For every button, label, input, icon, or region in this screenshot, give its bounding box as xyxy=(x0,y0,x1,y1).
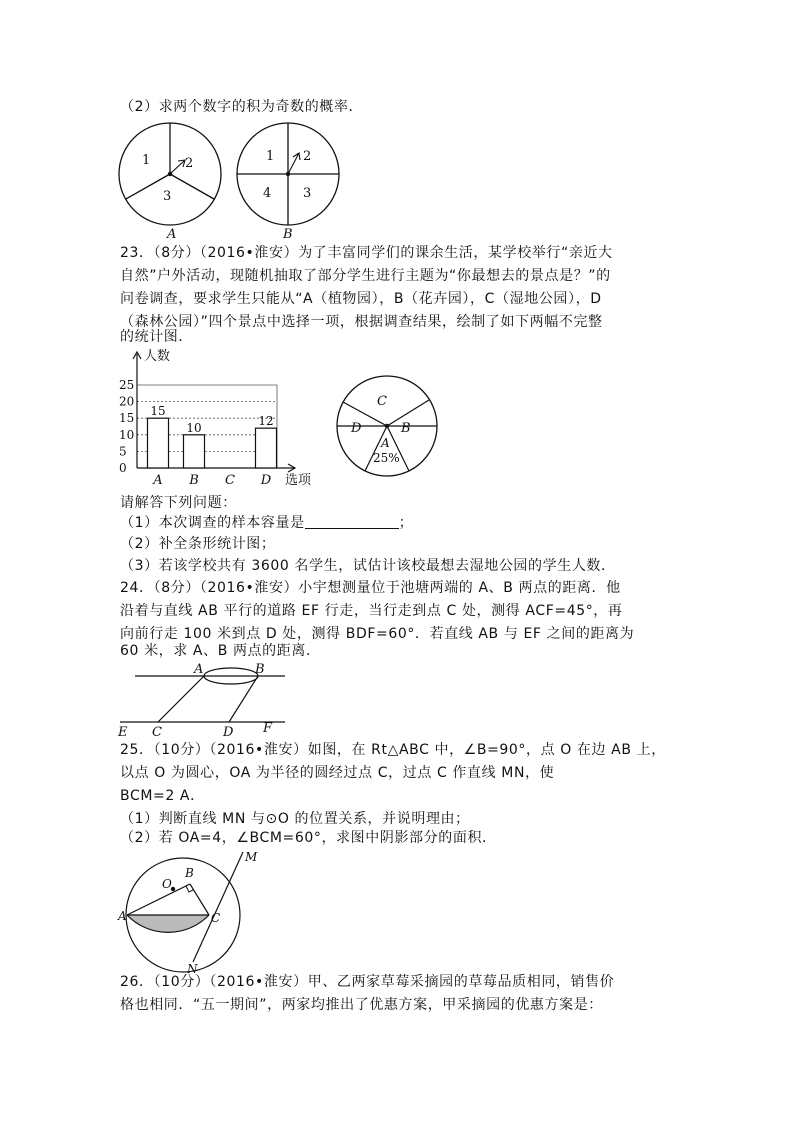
q23-line-1: 23．（8分）（2016•淮安）为了丰富同学们的课余生活，某学校举行“亲近大 xyxy=(120,245,613,261)
q22-part2: （2）求两个数字的积为奇数的概率． xyxy=(120,99,364,115)
q25-figure xyxy=(115,850,275,975)
bar-chart-ytick: 25 xyxy=(119,378,135,392)
answer-blank[interactable] xyxy=(305,514,399,529)
q25-point-b: B xyxy=(185,866,194,880)
q26-line-1: 26．（10分）（2016•淮安）甲、乙两家草莓采摘园的草莓品质相同，销售价 xyxy=(120,974,615,990)
q24-point-a: A xyxy=(194,662,204,677)
pie-slice-label-d: D xyxy=(351,421,362,436)
q24-point-e: E xyxy=(118,725,128,740)
q23-line-4: （森林公园）”四个景点中选择一项，根据调查结果，绘制了如下两幅不完整 xyxy=(120,314,603,330)
q25-line-1: 25．（10分）（2016•淮安）如图，在 Rt△ABC 中，∠B=90°，点 O 在边 AB 上， xyxy=(120,742,666,758)
spinner-b-num-2: 2 xyxy=(303,149,312,164)
bar-category-label-a: A xyxy=(153,473,163,488)
q24-point-f: F xyxy=(263,721,273,736)
q23-question-intro: 请解答下列问题： xyxy=(120,495,237,511)
bar-data-label-a: 15 xyxy=(150,404,166,419)
q25-line-2: 以点 O 为圆心，OA 为半径的圆经过点 C，过点 C 作直线 MN，使 xyxy=(120,765,555,781)
q25-line-4: （1）判断直线 MN 与⊙O 的位置关系，并说明理由； xyxy=(120,811,470,827)
q26-line-2: 格也相同．“五一期间”，两家均推出了优惠方案，甲采摘园的优惠方案是： xyxy=(120,997,603,1013)
bar-category-label-d: D xyxy=(260,473,272,488)
spinner-b-num-4: 4 xyxy=(263,186,272,201)
bar-chart-xlabel: 选项 xyxy=(285,473,312,488)
bar-chart-ytick: 5 xyxy=(119,444,127,459)
bar-a xyxy=(148,418,169,468)
q23-question-1 xyxy=(120,513,413,533)
pie-slice-label-b: B xyxy=(401,421,411,436)
bar-chart xyxy=(115,348,315,488)
q25-point-n: N xyxy=(187,962,198,976)
q24-line-1: 24．（8分）（2016•淮安）小宇想测量位于池塘两端的 A、B 两点的距离．他 xyxy=(120,580,621,596)
q24-line-4: 60 米，求 A、B 两点的距离． xyxy=(120,643,321,659)
bar-chart-ytick: 0 xyxy=(119,461,127,475)
q25-line-3: BCM=2 A． xyxy=(120,788,205,804)
bar-chart-ytick: 15 xyxy=(119,411,135,426)
spinner-a-num-3: 3 xyxy=(163,189,172,204)
q25-line-5: （2）若 OA=4，∠BCM=60°，求图中阴影部分的面积． xyxy=(120,830,497,846)
bar-data-label-d: 12 xyxy=(258,414,274,429)
spinner-b-figure xyxy=(233,122,343,240)
spinner-a-figure xyxy=(115,122,225,240)
q25-point-a: A xyxy=(118,909,127,923)
q25-point-m: M xyxy=(245,850,258,864)
q25-point-c: C xyxy=(211,911,221,925)
q24-line-3: 向前行走 100 米到点 D 处，测得 BDF=60°．若直线 AB 与 EF 之间的距离为 xyxy=(120,626,635,642)
bar-b xyxy=(184,435,205,468)
pie-slice-label-c: C xyxy=(377,394,387,409)
q25-point-o: O xyxy=(162,877,172,891)
q24-line-2: 沿着与直线 AB 平行的道路 EF 行走，当行走到点 C 处，测得 ACF=45°，再 xyxy=(120,603,623,619)
q23-question-2: （2）补全条形统计图； xyxy=(120,536,276,552)
bar-chart-ylabel: 人数 xyxy=(144,349,171,364)
q24-point-c: C xyxy=(152,725,162,740)
spinner-b-num-1: 1 xyxy=(266,149,275,164)
pie-slice-label-a: A xyxy=(381,436,390,450)
bar-category-label-c: C xyxy=(225,473,235,488)
bar-category-label-b: B xyxy=(189,473,199,488)
q23-question-1-end: ； xyxy=(398,515,414,531)
spinner-b-num-3: 3 xyxy=(303,186,312,201)
q24-figure xyxy=(115,660,295,740)
q23-question-3: （3）若该学校共有 3600 名学生，试估计该校最想去湿地公园的学生人数． xyxy=(120,558,616,574)
spinner-a-num-1: 1 xyxy=(142,153,151,168)
bar-data-label-b: 10 xyxy=(186,420,202,435)
bar-chart-ytick: 20 xyxy=(119,394,135,409)
bar-d xyxy=(256,428,277,468)
pie-chart xyxy=(335,374,441,478)
spinner-a-label: A xyxy=(167,227,177,242)
bar-chart-ytick: 10 xyxy=(119,427,135,442)
q24-point-b: B xyxy=(255,662,265,677)
q23-question-1-text: （1）本次调查的样本容量是 xyxy=(120,515,305,531)
pie-slice-value-a: 25% xyxy=(373,451,400,465)
q24-point-d: D xyxy=(223,725,234,740)
spinner-b-label: B xyxy=(283,227,293,242)
q23-line-5: 的统计图． xyxy=(120,329,193,345)
q23-line-2: 自然”户外活动，现随机抽取了部分学生进行主题为“你最想去的景点是？”的 xyxy=(120,268,611,284)
spinner-a-num-2: 2 xyxy=(185,156,194,171)
q23-line-3: 问卷调查，要求学生只能从“A（植物园），B（花卉园），C（湿地公园），D xyxy=(120,291,602,307)
